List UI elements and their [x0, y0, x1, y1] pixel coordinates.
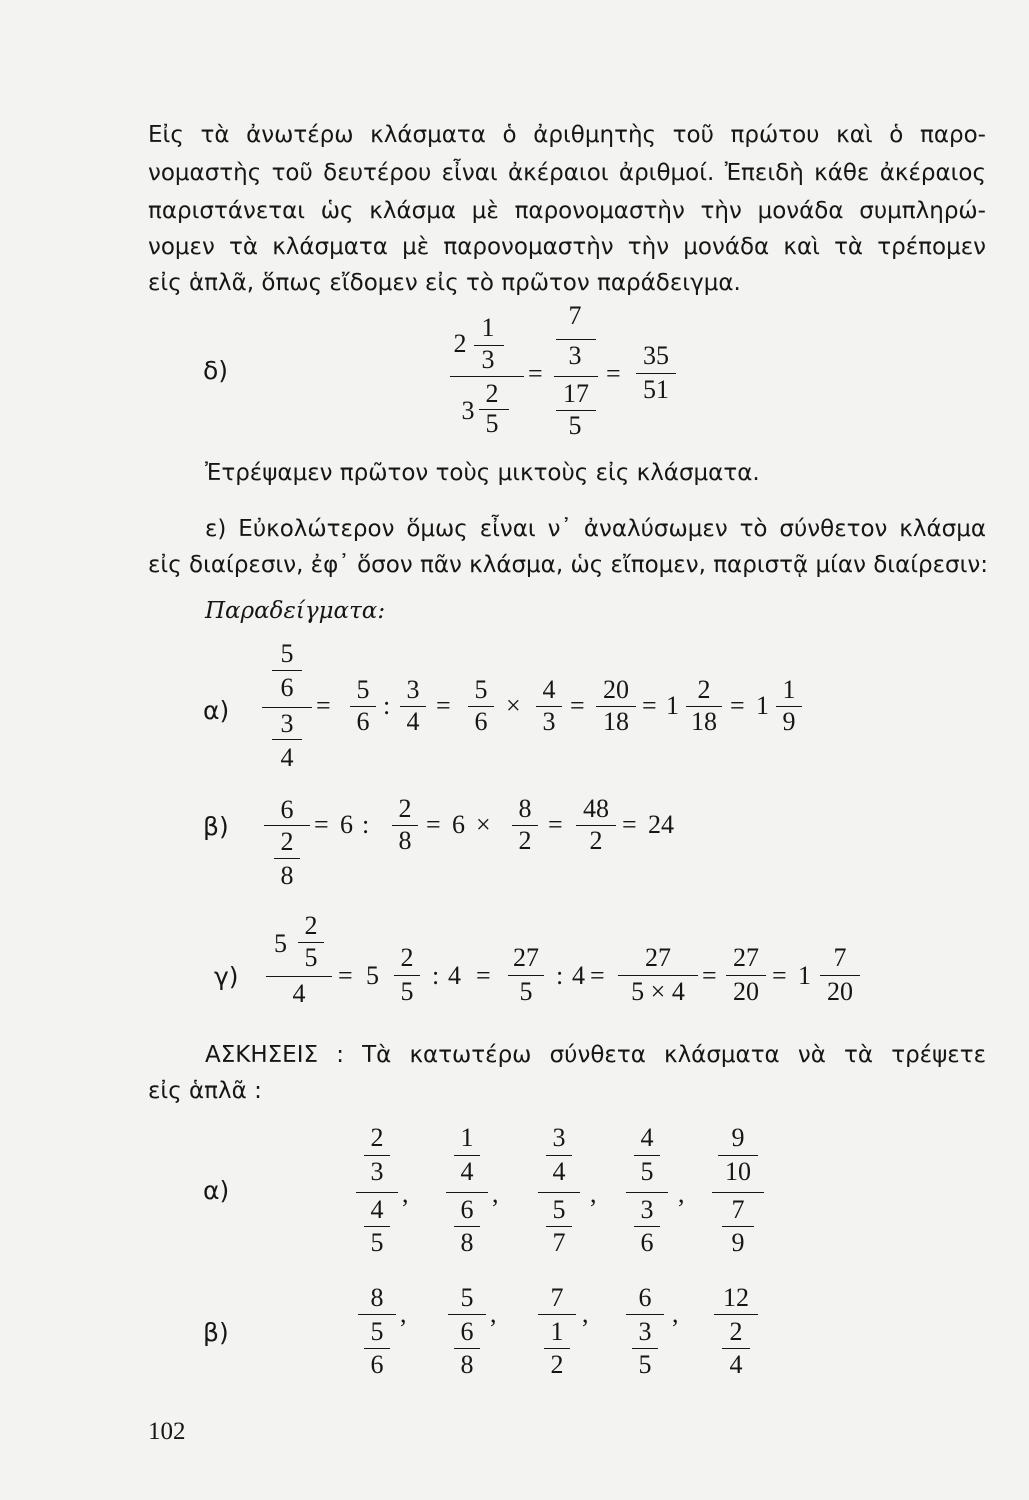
ex-a2-tbar	[454, 1155, 480, 1156]
alpha-cf-top-den: 6	[280, 673, 294, 702]
beta-cf-bot-den: 8	[280, 861, 294, 890]
ex-a2-td: 4	[460, 1157, 474, 1186]
intro-line-1: Εἰς τὰ ἀνωτέρω κλάσματα ὁ ἀριθμητὴς τοῦ πρώτου καὶ ὁ παρο-	[148, 122, 986, 148]
delta-label: δ)	[203, 356, 229, 385]
ex-b2-bn: 6	[460, 1317, 474, 1346]
gamma-four-2: 4	[572, 961, 585, 990]
ex-a2-mbar	[446, 1192, 488, 1193]
ex-b1-comma: ,	[400, 1299, 407, 1328]
gamma-cf-num: 2	[304, 911, 318, 940]
delta-mid-bar	[554, 376, 598, 377]
ex-a4-bbar	[634, 1226, 660, 1227]
delta-main-bar	[450, 376, 524, 377]
alpha-s1-den: 6	[356, 707, 370, 736]
alpha-times: ×	[506, 691, 521, 720]
ex-a4-comma: ,	[678, 1179, 685, 1208]
gamma-cf-whole: 5	[274, 929, 287, 958]
ex-a4-bn: 3	[640, 1195, 654, 1224]
beta-cf-bot-bar	[274, 858, 300, 859]
beta-s3-num: 48	[583, 794, 609, 823]
ex-b4-mbar	[626, 1314, 664, 1315]
ex-b5-mbar	[714, 1314, 758, 1315]
alpha-s3-num: 5	[474, 675, 488, 704]
ex-a1-bbar	[364, 1226, 390, 1227]
gamma-s2-den: 5 × 4	[631, 977, 685, 1006]
beta-div: :	[362, 810, 370, 839]
alpha-eq-5: =	[730, 691, 745, 720]
intro-line-5: εἰς ἁπλᾶ, ὅπως εἴδομεν εἰς τὸ πρῶτον παράδειγμα.	[148, 270, 741, 296]
intro-line-3: παριστάνεται ὡς κλάσμα μὲ παρονομαστὴν τὴν μονάδα συμπληρώ-	[148, 198, 986, 224]
ex-a5-bbar	[722, 1226, 754, 1227]
ex-a1-bd: 5	[370, 1228, 384, 1257]
gamma-s3-bar	[726, 975, 766, 976]
gamma-s2-num: 27	[645, 943, 671, 972]
beta-cf-bot-num: 2	[280, 827, 294, 856]
ex-a3-tn: 3	[552, 1123, 566, 1152]
ex-b1-bbar	[364, 1348, 390, 1349]
alpha-m1-whole: 1	[666, 691, 679, 720]
ex-a4-bd: 6	[640, 1228, 654, 1257]
ex-a1-bn: 4	[370, 1195, 384, 1224]
gamma-cf-main-bar	[266, 976, 332, 977]
gamma-m-bar	[394, 975, 420, 976]
ex-a2-bn: 6	[460, 1195, 474, 1224]
gamma-eq-3: =	[590, 961, 605, 990]
alpha-eq-4: =	[642, 691, 657, 720]
ex-a4-tn: 4	[640, 1123, 654, 1152]
alpha-s4-den: 3	[542, 707, 556, 736]
alpha-cf-top-num: 5	[280, 639, 294, 668]
gamma-label: γ)	[214, 962, 239, 991]
alpha-cf-main-bar	[262, 707, 312, 708]
ex-a5-bd: 9	[731, 1228, 745, 1257]
gamma-s1-num: 27	[513, 943, 539, 972]
alpha-eq-3: =	[570, 691, 585, 720]
beta-times: ×	[476, 810, 491, 839]
gamma-r-bar	[820, 975, 860, 976]
ex-b4-comma: ,	[672, 1299, 679, 1328]
ex-b3-bd: 2	[550, 1350, 564, 1379]
exercises-heading: ΑΣΚΗΣΕΙΣ : Τὰ κατωτέρω σύνθετα κλάσματα νὰ τὰ τρέψετε	[205, 1042, 986, 1068]
ex-b2-bbar	[454, 1348, 480, 1349]
intro-line-2: νομαστὴς τοῦ δευτέρου εἶναι ἀκέραιοι ἀριθμοί. Ἐπειδὴ κάθε ἀκέραιος	[148, 160, 986, 186]
alpha-eq-2: =	[436, 691, 451, 720]
ex-a5-mbar	[712, 1192, 764, 1193]
delta-res-den: 51	[643, 375, 669, 404]
gamma-eq-5: =	[772, 961, 787, 990]
ex-a3-bn: 5	[552, 1195, 566, 1224]
alpha-cf-bot-bar	[272, 739, 302, 740]
ex-a1-comma: ,	[402, 1179, 409, 1208]
ex-b1-bd: 6	[370, 1350, 384, 1379]
delta-note: Ἐτρέψαμεν πρῶτον τοὺς μικτοὺς εἰς κλάσματα.	[205, 460, 760, 486]
ex-a5-td: 10	[725, 1157, 751, 1186]
beta-eq-2: =	[426, 810, 441, 839]
epsilon-line-2: εἰς διαίρεσιν, ἐφ᾽ ὅσον πᾶν κλάσμα, ὡς εἴπομεν, παριστᾷ μίαν διαίρεσιν:	[148, 552, 989, 578]
delta-top-den: 3	[481, 345, 495, 374]
ex-b4-bn: 3	[638, 1317, 652, 1346]
exercise-a-label: α)	[203, 1176, 230, 1205]
ex-b5-bn: 2	[729, 1317, 743, 1346]
ex-b1-bn: 5	[370, 1317, 384, 1346]
gamma-eq-4: =	[702, 961, 717, 990]
delta-f2-num: 17	[563, 379, 589, 408]
ex-a3-tbar	[546, 1155, 572, 1156]
ex-b5-tn: 12	[723, 1283, 749, 1312]
beta-cf-top: 6	[280, 795, 294, 824]
gamma-cf-den: 5	[304, 943, 318, 972]
alpha-s2-den: 4	[406, 707, 420, 736]
beta-six-2: 6	[452, 810, 465, 839]
delta-f1-bar	[556, 339, 596, 340]
ex-a1-tbar	[364, 1155, 390, 1156]
ex-b3-tn: 7	[550, 1283, 564, 1312]
gamma-s1-bar	[508, 975, 544, 976]
ex-b2-bd: 8	[460, 1350, 474, 1379]
exercise-b-label: β)	[203, 1318, 229, 1347]
ex-a5-tn: 9	[731, 1123, 745, 1152]
gamma-m-num: 2	[400, 943, 414, 972]
gamma-four: 4	[448, 961, 461, 990]
alpha-cf-bot-den: 4	[280, 743, 294, 772]
ex-b4-bbar	[632, 1348, 658, 1349]
beta-eq-1: =	[314, 810, 329, 839]
gamma-div-2: :	[556, 961, 564, 990]
alpha-div: :	[383, 691, 391, 720]
alpha-s2-num: 3	[406, 675, 420, 704]
delta-f1-num: 7	[568, 301, 582, 330]
ex-a5-tbar	[718, 1155, 758, 1156]
beta-eq-3: =	[548, 810, 563, 839]
beta-s2-den: 2	[518, 826, 532, 855]
page-number: 102	[148, 1418, 186, 1445]
ex-b2-mbar	[448, 1314, 486, 1315]
alpha-m1-num: 2	[697, 675, 711, 704]
exercises-heading-cont: εἰς ἁπλᾶ :	[148, 1078, 262, 1104]
ex-a3-bd: 7	[552, 1228, 566, 1257]
ex-a3-comma: ,	[590, 1179, 597, 1208]
delta-bot-den: 5	[485, 409, 499, 438]
beta-result: 24	[648, 810, 674, 839]
gamma-eq-2: =	[476, 961, 491, 990]
delta-top-num: 1	[481, 313, 495, 342]
alpha-m1-den: 18	[691, 707, 717, 736]
alpha-eq-1: =	[316, 691, 331, 720]
gamma-r-whole: 1	[798, 961, 811, 990]
ex-a3-td: 4	[552, 1157, 566, 1186]
delta-res-num: 35	[643, 341, 669, 370]
ex-b3-mbar	[538, 1314, 576, 1315]
ex-a1-mbar	[356, 1192, 398, 1193]
ex-b5-bd: 4	[729, 1350, 743, 1379]
examples-heading: Παραδείγματα:	[205, 598, 386, 624]
ex-b2-comma: ,	[490, 1299, 497, 1328]
ex-a4-mbar	[626, 1192, 668, 1193]
ex-b5-bbar	[722, 1348, 750, 1349]
beta-s1-num: 2	[398, 794, 412, 823]
ex-a2-tn: 1	[460, 1123, 474, 1152]
alpha-label: α)	[203, 696, 230, 725]
alpha-m2-den: 9	[782, 707, 796, 736]
ex-b3-comma: ,	[582, 1299, 589, 1328]
gamma-m-whole: 5	[366, 961, 379, 990]
beta-s2-num: 8	[518, 794, 532, 823]
ex-a2-bd: 8	[460, 1228, 474, 1257]
alpha-m2-whole: 1	[756, 691, 769, 720]
ex-b4-bd: 5	[638, 1350, 652, 1379]
ex-a1-tn: 2	[370, 1123, 384, 1152]
beta-s3-den: 2	[589, 826, 603, 855]
gamma-r-num: 7	[833, 943, 847, 972]
ex-a4-td: 5	[640, 1157, 654, 1186]
alpha-s3-den: 6	[474, 707, 488, 736]
ex-a3-mbar	[538, 1192, 580, 1193]
alpha-s4-num: 4	[542, 675, 556, 704]
beta-label: β)	[203, 812, 229, 841]
delta-eq-1: =	[528, 359, 543, 388]
ex-a2-comma: ,	[492, 1179, 499, 1208]
delta-f1-den: 3	[568, 341, 582, 370]
alpha-cf-top-bar	[272, 670, 302, 671]
ex-a2-bbar	[454, 1226, 480, 1227]
ex-b4-tn: 6	[638, 1283, 652, 1312]
delta-bot-num: 2	[485, 379, 499, 408]
ex-b2-tn: 5	[460, 1283, 474, 1312]
gamma-s3-den: 20	[733, 977, 759, 1006]
gamma-div-1: :	[432, 961, 440, 990]
alpha-s1-num: 5	[356, 675, 370, 704]
beta-six: 6	[340, 810, 353, 839]
ex-b3-bbar	[544, 1348, 570, 1349]
gamma-eq-1: =	[338, 961, 353, 990]
delta-res-bar	[636, 373, 676, 374]
ex-a3-bbar	[546, 1226, 572, 1227]
ex-b3-bn: 1	[550, 1317, 564, 1346]
gamma-r-den: 20	[827, 977, 853, 1006]
delta-bot-whole: 3	[461, 396, 475, 425]
beta-eq-4: =	[622, 810, 637, 839]
gamma-s1-den: 5	[519, 977, 533, 1006]
gamma-s3-num: 27	[733, 943, 759, 972]
ex-a1-td: 3	[370, 1157, 384, 1186]
ex-b1-mbar	[358, 1314, 396, 1315]
alpha-m2-num: 1	[782, 675, 796, 704]
delta-top-whole: 2	[453, 329, 467, 358]
ex-b1-tn: 8	[370, 1283, 384, 1312]
beta-cf-main-bar	[264, 825, 310, 826]
beta-s1-den: 8	[398, 826, 412, 855]
alpha-cf-bot-num: 3	[280, 709, 294, 738]
gamma-m-den: 5	[400, 977, 414, 1006]
alpha-s5-num: 20	[603, 675, 629, 704]
ex-a4-tbar	[634, 1155, 660, 1156]
delta-eq-2: =	[606, 359, 621, 388]
ex-a5-bn: 7	[731, 1195, 745, 1224]
delta-f2-den: 5	[568, 411, 582, 440]
gamma-cf-bot: 4	[292, 979, 306, 1008]
gamma-s2-bar	[618, 975, 698, 976]
intro-line-4: νομεν τὰ κλάσματα μὲ παρονομαστὴν τὴν μονάδα καὶ τὰ τρέπομεν	[148, 234, 986, 260]
epsilon-line-1: ε) Εὐκολώτερον ὅμως εἶναι ν᾽ ἀναλύσωμεν τὸ σύνθετον κλάσμα	[205, 516, 986, 542]
alpha-s5-den: 18	[603, 707, 629, 736]
